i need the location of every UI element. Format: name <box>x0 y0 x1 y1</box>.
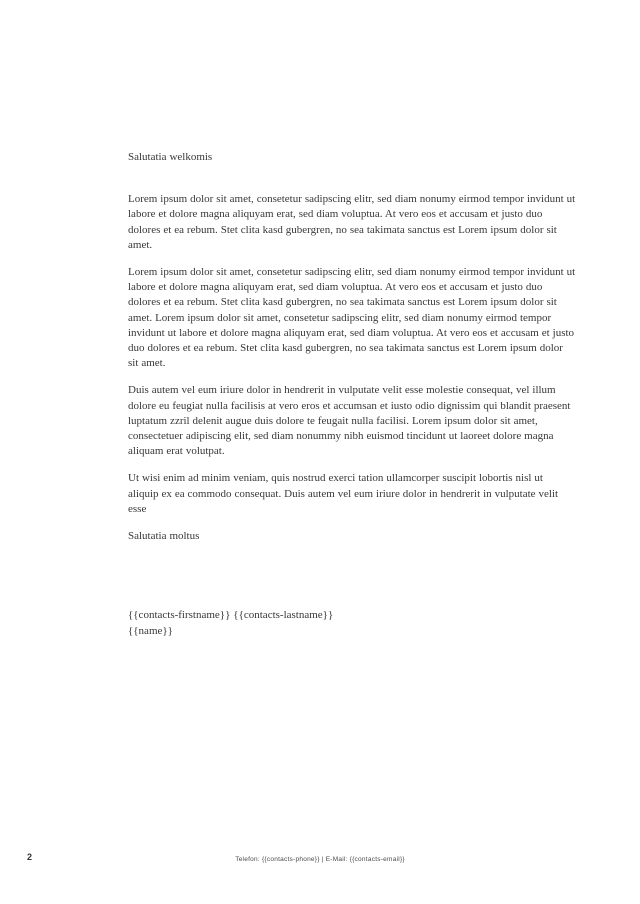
page-number: 2 <box>27 852 33 862</box>
body-paragraph-1: Lorem ipsum dolor sit amet, consetetur sadipscing elitr, sed diam nonumy eirmod tempor invidunt ut labore et dolore magna aliquyam erat, sed diam voluptua. At vero eos et accusam et justo duo dolores et ea rebum. Stet clita kasd gubergren, no sea takimata sanctus est Lorem ipsum dolor sit amet. <box>128 193 576 251</box>
signature-name-placeholder: {{contacts-firstname}} {{contacts-lastname}} <box>128 609 334 622</box>
letter-body <box>128 150 576 639</box>
body-paragraph-2: Lorem ipsum dolor sit amet, consetetur sadipscing elitr, sed diam nonumy eirmod tempor invidunt ut labore et dolore magna aliquyam erat, sed diam voluptua. At vero eos et accusam et justo duo dolores et ea rebum. Stet clita kasd gubergren, no sea takimata sanctus est Lorem ipsum dolor sit amet. Lorem ipsum dolor sit amet, consetetur sadipscing elitr, sed diam nonumy eirmod tempor invidunt ut labore et dolore magna aliquyam erat, sed diam voluptua. At vero eos et accusam et justo duo dolores et ea rebum. Stet clita kasd gubergren, no sea takimata sanctus est Lorem ipsum dolor sit amet. <box>128 266 576 370</box>
salutation-text: Salutatia welkomis <box>128 151 213 163</box>
body-paragraph-4: Ut wisi enim ad minim veniam, quis nostrud exerci tation ullamcorper suscipit lobortis nisl ut aliquip ex ea commodo consequat. Duis autem vel eum iriure dolor in hendrerit in vulputate velit esse <box>128 472 559 515</box>
closing-salutation-text: Salutatia moltus <box>128 530 200 543</box>
signature-company-placeholder: {{name}} <box>128 625 173 638</box>
body-paragraph-3: Duis autem vel eum iriure dolor in hendrerit in vulputate velit esse molestie consequat, vel illum dolore eu feugiat nulla facilisis at vero eros et accumsan et iusto odio dignissim qui blandit praesent luptatum zzril delenit augue duis dolore te feugait nulla facilisi. Lorem ipsum dolor sit amet, consectetuer adipiscing elit, sed diam nonummy nibh euismod tincidunt ut laoreet dolore magna aliquam erat volutpat. <box>128 384 571 458</box>
signature-block <box>128 607 576 639</box>
footer-contact-line: Telefon: {{contacts-phone}} | E-Mail: {{contacts-email}} <box>235 856 405 863</box>
